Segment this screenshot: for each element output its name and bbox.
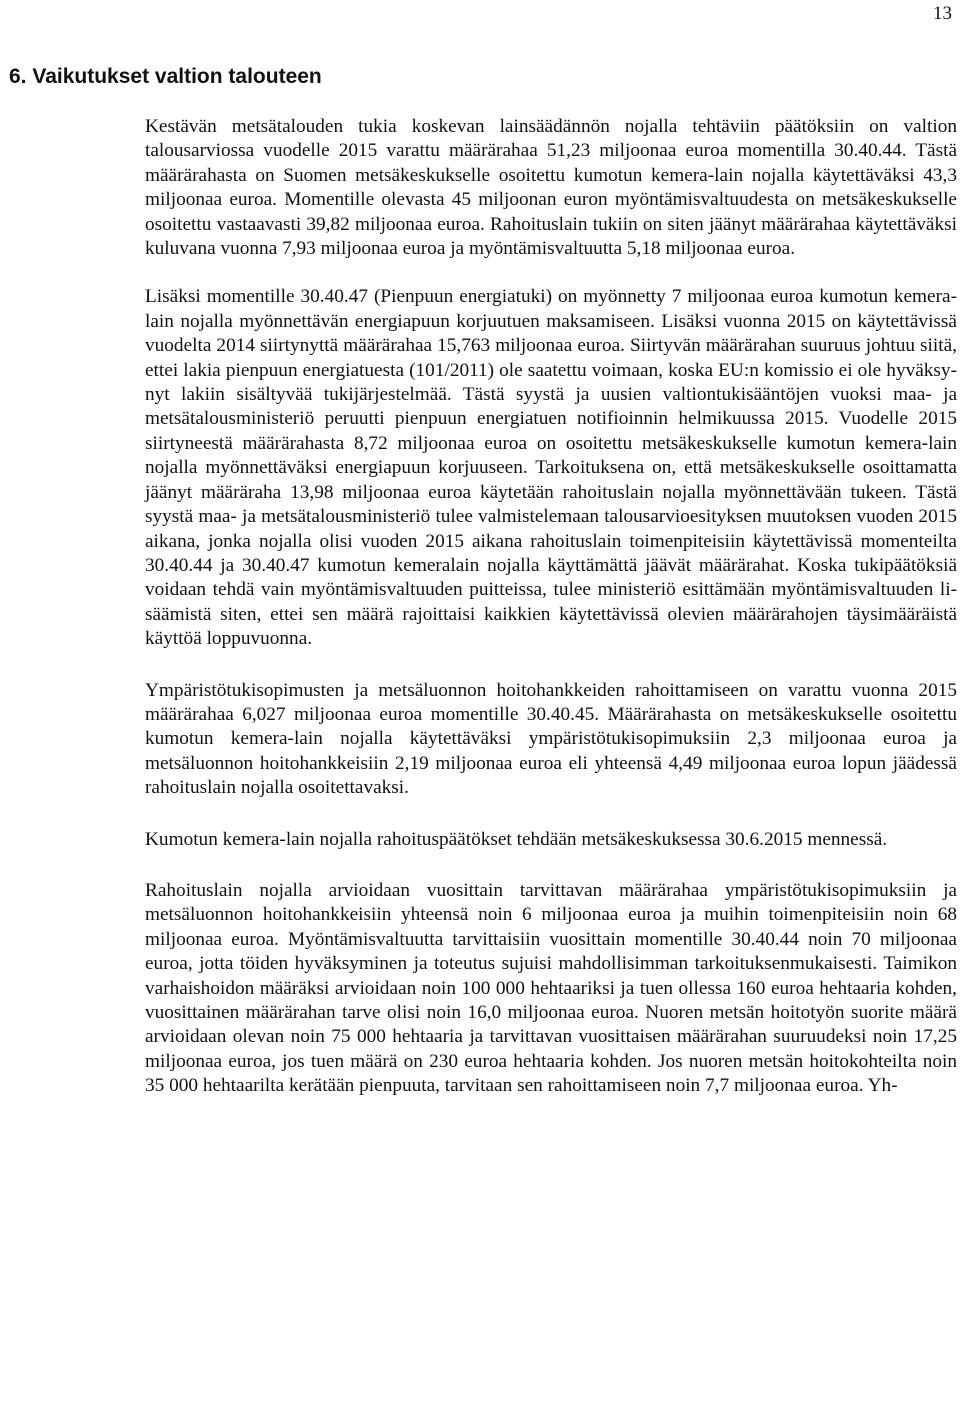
paragraph-decision-deadline: Kumotun kemera-lain nojalla rahoituspäätökset tehdään metsäkeskuksessa 30.6.2015 mennessä. [145, 828, 888, 850]
paragraph-forestry-funding: Kestävän metsätalouden tukia koskevan lainsäädännön nojalla tehtäviin päätöksiin on valtion talousarviossa vuodelle 2015 varattu määrärahaa 51,23 miljoonaa euroa momentilla 30.40.44. Tästä määrärahasta on Suomen metsäkeskukselle osoitettu kumotun kemera-lain nojalla käytettäväksi 43,3 miljoonaa euroa. Momentille olevasta 45 miljoonan euron myöntämisvaltuudesta on metsäkeskukselle osoitettu vastaavasti 39,82 miljoonaa euroa. Rahoituslain tukiin on siten jäänyt määrärahaa käytettäväksi kuluvana vuonna 7,93 miljoonaa euroa ja myöntämisvaltuutta 5,18 miljoonaa euroa. [145, 116, 957, 260]
paragraph-annual-estimates: Rahoituslain nojalla arvioidaan vuosittain tarvittavan määrärahaa ympäristötukisopimuksiin ja metsäluonnon hoitohankkeisiin yhteensä noin 6 miljoonaa euroa ja muihin toimenpiteisiin noin 68 miljoonaa euroa. Myöntämisvaltuutta tarvittaisiin vuosittain momentille 30.40.44 noin 70 miljoonaa euroa, jotta töiden hyväksyminen ja toteutus sujuisi mahdollisimman tarkoituksenmukaisesti. Taimikon varhaishoidon määräksi arvioidaan noin 100 000 hehtaariksi ja tuen ollessa 160 euroa hehtaaria kohden, vuosittainen määrärahan tarve olisi noin 16,0 miljoonaa euroa. Nuoren metsän hoitotyön suorite määrä arvioidaan olevan noin 75 000 hehtaaria ja tarvittavan vuosittaisen määrärahan suuruudeksi noin 17,25 miljoonaa euroa, jos tuen määrä on 230 euroa hehtaaria kohden. Jos nuoren metsän hoitokohteilta noin 35 000 hehtaarilta kerätään pienpuuta, tarvitaan sen rahoittamiseen noin 7,7 miljoonaa euroa. Yh- [145, 879, 957, 1097]
paragraph-environmental-agreements: Ympäristötukisopimusten ja metsäluonnon hoitohankkeiden rahoittamiseen on varattu vuonna 2015 määrärahaa 6,027 miljoonaa euroa momentille 30.40.45. Määrärahasta on metsäkeskukselle osoitettu kumotun kemera-lain nojalla käytettäväksi ympäristötukisopimuksiin 2,3 miljoonaa euroa ja metsäluonnon hoitohankkeisiin 2,19 miljoonaa euroa eli yhteensä 4,49 miljoonaa euroa lopun jäädessä rahoituslain nojalla osoitettavaksi. [145, 679, 957, 799]
page-number: 13 [933, 3, 952, 24]
paragraph-energy-support: Lisäksi momentille 30.40.47 (Pienpuun energiatuki) on myönnetty 7 miljoonaa euroa kumotun kemera-lain nojalla myönnettävän energiapuun korjuutuen maksamiseen. Lisäksi vuonna 2015 on käytettävissä vuodelta 2014 siirtynyttä määrärahaa 15,763 miljoonaa euroa. Siirtyvän määrärahan suuruus johtuu siitä, ettei lakia pienpuun energiatuesta (101/2011) ole saatettu voimaan, koska EU:n komissio ei ole hyväksynyt lakiin sisältyvää tukijärjestelmää. Tästä syystä ja uusien valtiontukisääntöjen vuoksi maa- ja metsätalousministeriö peruutti pienpuun energiatuen notifioinnin helmikuussa 2015. Vuodelle 2015 siirtyneestä määrärahasta 8,72 miljoonaa euroa on osoitettu metsäkeskukselle kumotun kemera-lain nojalla myönnettäväksi energiapuun korjuuseen. Tarkoituksena on, että metsäkeskukselle osoittamatta jäänyt määräraha 13,98 miljoonaa euroa käytetään rahoituslain nojalla myönnettävään tukeen. Tästä syystä maa- ja metsätalousministeriö tulee valmistelemaan talousarvioesityksen muutoksen vuoden 2015 aikana, jonka nojalla olisi vuoden 2015 aikana rahoituslain toimenpiteisiin käytettävissä momenteilta 30.40.44 ja 30.40.47 kumotun kemeralain nojalla käyttämättä jäävät määrärahat. Koska tukipäätöksiä voidaan tehdä vain myöntämisvaltuuden puitteissa, tulee ministeriö esittämään myöntämisvaltuuden lisäämistä siten, ettei sen määrä rajoittaisi kaikkien käytettävissä olevien määrärahojen täysimääräistä käyttöä loppuvuonna. [145, 286, 957, 650]
body-text [145, 115, 957, 1099]
section-heading: 6. Vaikutukset valtion talouteen [9, 65, 322, 88]
